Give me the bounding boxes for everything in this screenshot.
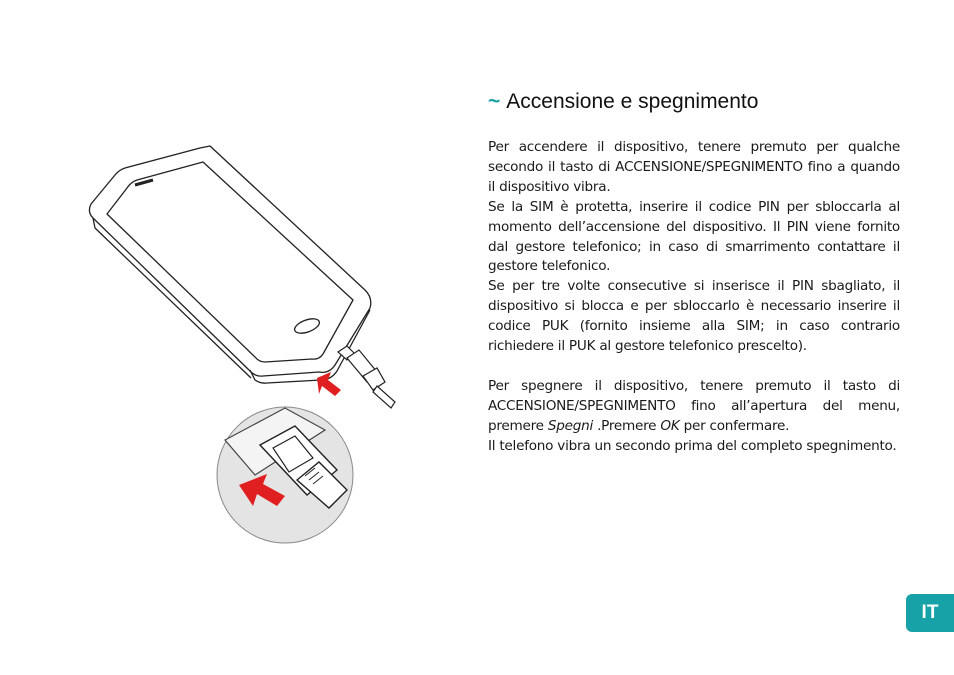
text-column: [488, 88, 900, 456]
language-badge: IT: [906, 594, 954, 632]
power-off-text-2: .Premere: [593, 417, 661, 434]
power-off-text-1: Per spegnere il dispositivo, tenere premuto il tasto di ACCENSIONE/SPEGNIMENTO fino all’apertura del menu, premere: [488, 377, 900, 434]
paragraph-vibrate: Il telefono vibra un secondo prima del completo spegnimento.: [488, 437, 897, 454]
section-title-text: Accensione e spegnimento: [506, 90, 759, 113]
paragraph-sim-pin: Se la SIM è protetta, inserire il codice PIN per sbloccarla al momento dell’accensione del dispositivo. Il PIN viene fornito dal gestore telefonico; in caso di smarrimento contattare il gestore telefonico.: [488, 198, 900, 275]
power-off-spegni: Spegni: [547, 417, 594, 434]
phone-drawing: [89, 146, 370, 383]
paragraph-power-off: [488, 377, 900, 437]
usb-cable-drawing: [338, 346, 395, 408]
paragraph-power-on: Per accendere il dispositivo, tenere premuto per qualche secondo il tasto di ACCENSIONE/SPEGNIMENTO fino a quando il dispositivo vibra.: [488, 139, 900, 195]
zoom-detail-drawing: [217, 407, 353, 543]
arrow-icon-small: [317, 372, 341, 396]
paragraph-puk: Se per tre volte consecutive si inserisce il PIN sbagliato, il dispositivo si blocca e per sbloccarlo è necessario inserire il codice PUK (fornito insieme alla SIM; in caso contrario richiedere il PUK al gestore telefonico prescelto).: [488, 278, 900, 355]
phone-charging-illustration: [85, 140, 415, 550]
power-off-ok: OK: [660, 417, 680, 434]
tilde-icon: ~: [488, 90, 501, 113]
power-off-text-3: per confermare.: [679, 417, 790, 434]
paragraph-gap: [488, 357, 900, 377]
section-title: [488, 88, 900, 116]
